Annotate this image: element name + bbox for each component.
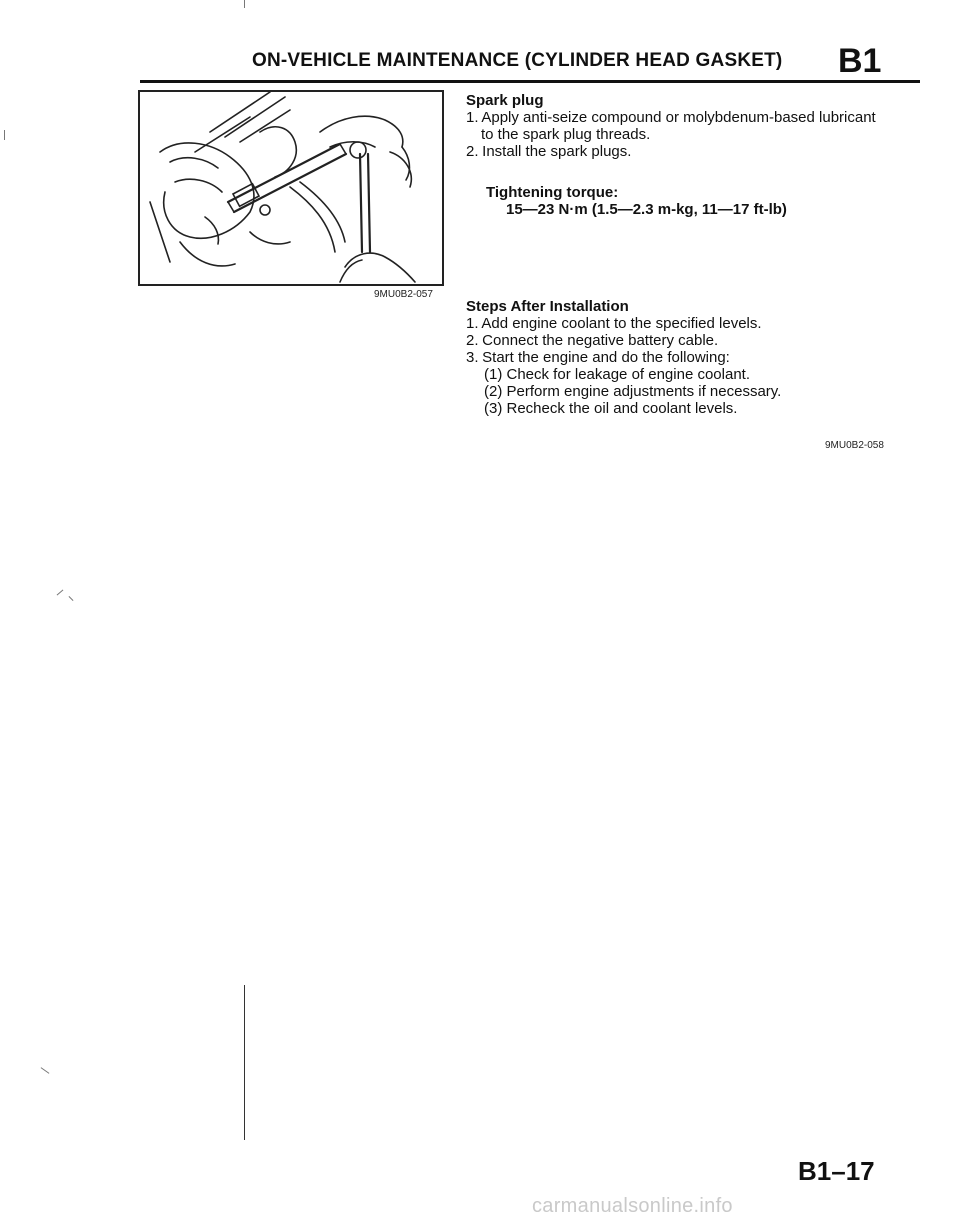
- engine-line: [225, 97, 285, 137]
- binding-line: [244, 985, 245, 1140]
- step-number: 3.: [466, 349, 479, 366]
- step-text: Apply anti-seize compound or molybdenum-based lubricant: [481, 109, 876, 126]
- section-code: B1: [838, 42, 882, 80]
- instructions-column: [466, 92, 926, 417]
- step-continuation: to the spark plug threads.: [481, 126, 651, 143]
- step-number: 1.: [466, 109, 479, 126]
- torque-label: Tightening torque:: [486, 184, 619, 201]
- scan-speck: [57, 590, 64, 596]
- page-header-title: ON-VEHICLE MAINTENANCE (CYLINDER HEAD GASKET): [252, 50, 783, 71]
- extension-bar: [228, 144, 340, 202]
- step-text: Install the spark plugs.: [482, 143, 632, 160]
- step-text: Connect the negative battery cable.: [482, 332, 719, 349]
- lower-hand: [345, 253, 415, 282]
- engine-detail: [250, 232, 290, 244]
- list-item: [466, 349, 926, 366]
- step-number: 2.: [466, 143, 479, 160]
- list-item: [466, 143, 926, 160]
- scan-speck: [244, 0, 245, 8]
- step-number: 1.: [466, 315, 479, 332]
- engine-line: [210, 92, 270, 132]
- step-number: 2.: [466, 332, 479, 349]
- list-item: [466, 109, 926, 126]
- list-item: [466, 315, 926, 332]
- torque-value: 15—23 N·m (1.5—2.3 m-kg, 11—17 ft-lb): [506, 201, 787, 218]
- scan-speck: [4, 130, 5, 140]
- engine-line: [240, 110, 290, 142]
- engine-detail: [175, 179, 222, 192]
- substep: (2) Perform engine adjustments if necessary.: [484, 383, 782, 400]
- engine-bolt: [260, 205, 270, 215]
- engine-detail: [180, 242, 235, 266]
- watermark: carmanualsonline.info: [532, 1195, 733, 1217]
- hose: [290, 187, 335, 252]
- header-rule: [140, 80, 920, 83]
- scan-speck: [69, 596, 74, 601]
- engine-line: [195, 117, 250, 152]
- engine-detail: [150, 202, 170, 262]
- page-number: B1–17: [798, 1156, 875, 1186]
- hose: [300, 182, 345, 242]
- figure-caption: 9MU0B2-057: [374, 289, 433, 300]
- lower-hand: [340, 260, 362, 282]
- spark-plug-wrench-drawing: [140, 92, 442, 284]
- ratchet-head: [350, 142, 366, 158]
- steps-after-installation-heading: Steps After Installation: [466, 298, 629, 315]
- engine-detail: [205, 217, 218, 244]
- spark-plug-heading: Spark plug: [466, 92, 544, 109]
- spark-plug-illustration: [138, 90, 444, 286]
- scan-speck: [41, 1067, 50, 1074]
- socket: [233, 184, 259, 207]
- list-item: [466, 332, 926, 349]
- substep: (3) Recheck the oil and coolant levels.: [484, 400, 738, 417]
- substep: (1) Check for leakage of engine coolant.: [484, 366, 750, 383]
- ratchet-handle: [360, 154, 362, 252]
- ratchet-handle: [368, 154, 370, 252]
- extension-bar-end: [340, 144, 346, 154]
- spacer: [466, 218, 926, 298]
- step-text: Start the engine and do the following:: [482, 349, 730, 366]
- section-code-reference: 9MU0B2-058: [825, 440, 884, 451]
- engine-detail: [170, 158, 218, 168]
- step-text: Add engine coolant to the specified levels.: [481, 315, 762, 332]
- extension-bar-end: [228, 202, 234, 212]
